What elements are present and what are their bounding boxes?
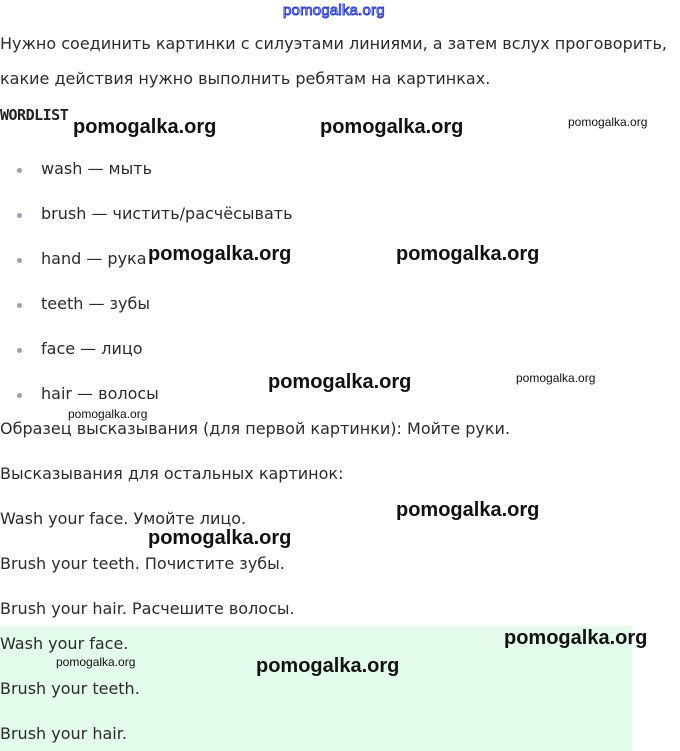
watermark: pomogalka.org [56,655,136,669]
bullet-icon [17,393,22,398]
watermark: pomogalka.org [68,407,148,421]
word-entry: hand — рука [41,249,147,268]
word-entry: hair — волосы [41,384,159,403]
answer-3: Brush your hair. [0,724,127,743]
word-entry: brush — чистить/расчёсывать [41,204,293,223]
others-intro: Высказывания для остальных картинок: [0,464,344,483]
bullet-icon [17,348,22,353]
watermark: pomogalka.org [320,116,464,138]
watermark: pomogalka.org [568,115,648,129]
answer-1: Wash your face. [0,634,129,653]
watermark: pomogalka.org [256,655,400,677]
word-entry: face — лицо [41,339,143,358]
word-entry: teeth — зубы [41,294,151,313]
site-logo[interactable]: pomogalka.org [283,2,385,19]
watermark: pomogalka.org [396,499,540,521]
watermark: pomogalka.org [73,116,217,138]
watermark: pomogalka.org [516,371,596,385]
wordlist-heading: WORDLIST [0,106,69,124]
watermark: pomogalka.org [504,627,648,649]
answer-2: Brush your teeth. [0,679,140,698]
word-entry: wash — мыть [41,159,152,178]
statement-3: Brush your hair. Расчешите волосы. [0,599,295,618]
bullet-icon [17,213,22,218]
watermark: pomogalka.org [148,243,292,265]
watermark: pomogalka.org [148,527,292,549]
watermark: pomogalka.org [396,243,540,265]
statement-1: Wash your face. Умойте лицо. [0,509,247,528]
bullet-icon [17,303,22,308]
watermark: pomogalka.org [268,371,412,393]
instruction-line-2: какие действия нужно выполнить ребятам на картинках. [0,69,491,88]
sample-statement: Образец высказывания (для первой картинки): Мойте руки. [0,419,511,438]
bullet-icon [17,168,22,173]
bullet-icon [17,258,22,263]
statement-2: Brush your teeth. Почистите зубы. [0,554,285,573]
instruction-line-1: Нужно соединить картинки с силуэтами линиями, а затем вслух проговорить, [0,34,667,53]
